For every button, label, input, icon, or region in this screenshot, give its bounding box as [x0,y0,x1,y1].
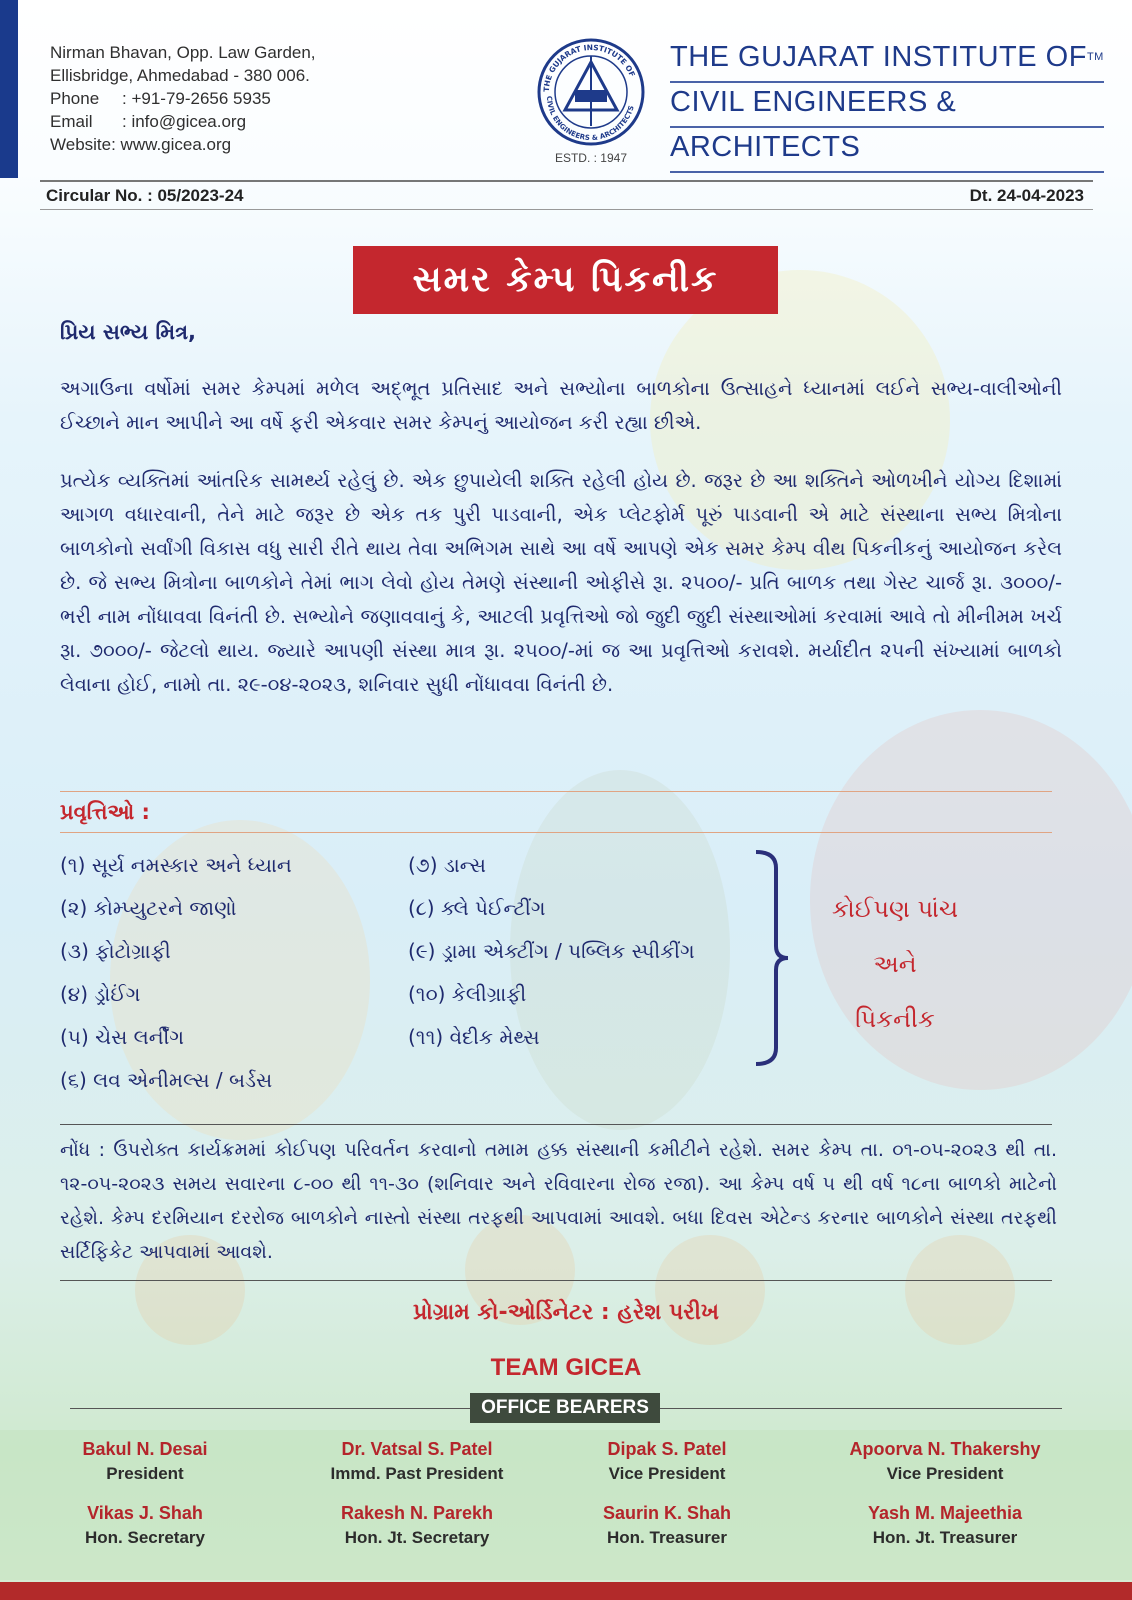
bearer-role: Vice President [608,1464,726,1483]
divider [60,1124,1052,1125]
trademark: TM [1086,51,1104,63]
note-paragraph: નોંધ : ઉપરોક્ત કાર્યક્રમમાં કોઈપણ પરિવર્તન કરવાનો તમામ હક્ક સંસ્થાની કમીટીને રહેશે. સમર કેમ્પ તા. ૦૧-૦૫-૨૦૨૩ થી તા. ૧૨-૦૫-૨૦૨૩ સમય સવારના ૮-૦૦ થી ૧૧-૩૦ (શનિવાર અને રવિવારના રોજ રજા). આ કેમ્પ વર્ષ ૫ થી વર્ષ ૧૮ના બાળકો માટેનો રહેશે. કેમ્પ દરમિયાન દરરોજ બાળકોને નાસ્તો સંસ્થા તરફથી આપવામાં આવશે. બધા દિવસ એટેન્ડ કરનાર બાળકોને સંસ્થા તરફથી સર્ટિફિકેટ આપવામાં આવશે. [60,1139,1057,1263]
activity-item: (૯) ડ્રામા એક્ટીંગ / પબ્લિક સ્પીકીંગ [408,939,695,963]
bearer-card [292,1500,542,1550]
institute-name-line-2: CIVIL ENGINEERS & [670,83,1104,128]
team-title: TEAM GICEA [490,1354,642,1381]
bearer-card [20,1500,270,1550]
bearer-name: Saurin K. Shah [602,1503,732,1523]
header-side-bar [0,0,18,178]
email-label: Email [50,112,93,131]
website-value: : www.gicea.org [111,135,232,154]
institute-name [670,38,1104,173]
bearer-role: President [106,1464,184,1483]
activity-item: (૬) લવ એનીમલ્સ / બર્ડસ [60,1068,273,1092]
circular-number: Circular No. : 05/2023-24 [46,186,244,205]
bearer-name: Bakul N. Desai [82,1439,208,1459]
bearer-name: Dr. Vatsal S. Patel [341,1439,493,1459]
bearer-role: Immd. Past President [330,1464,504,1483]
bearer-card [292,1436,542,1486]
bearer-card [20,1436,270,1486]
address-block [50,41,316,156]
activity-item: (૪) ડ્રોઈંગ [60,982,141,1006]
activity-item: (૩) ફોટોગ્રાફી [60,939,171,963]
bearer-name: Apoorva N. Thakershy [849,1439,1041,1459]
email-row [50,110,316,133]
divider [60,791,1052,792]
bearer-card [542,1500,792,1550]
divider [60,832,1052,833]
logo-estd: ESTD. : 1947 [554,151,628,165]
activity-item: (૧૧) વેદીક મેથ્સ [408,1025,540,1049]
activities-heading: પ્રવૃત્તિઓ : [60,800,150,824]
footer-bar [0,1582,1132,1600]
page-title: સમર કેમ્પ પિકનીક [353,246,778,314]
phone-label: Phone [50,89,100,108]
phone-value: : +91-79-2656 5935 [122,89,271,108]
activity-item: (૭) ડાન્સ [408,853,486,877]
activity-item: (૮) ક્લે પેઈન્ટીંગ [408,896,546,920]
phone-row [50,87,316,110]
circular-date: Dt. 24-04-2023 [969,186,1084,205]
institute-name-text-1: THE GUJARAT INSTITUTE OF [670,41,1087,73]
program-coordinator: પ્રોગ્રામ કો-ઓર્ડિનેટર : હરેશ પરીખ [413,1300,719,1325]
details-paragraph: પ્રત્યેક વ્યક્તિમાં આંતરિક સામર્થ્ય રહેલું છે. એક છુપાયેલી શક્તિ રહેલી હોય છે. જરૂર છે આ શક્તિને ઓળખીને યોગ્ય દિશામાં આગળ વધારવાની, તેને માટે જરૂર છે એક તક પુરી પાડવાની, એક પ્લેટફોર્મ પૂરું પાડવાની એ માટે સંસ્થાના સભ્ય મિત્રોના બાળકોનો સર્વાંગી વિકાસ વધુ સારી રીતે થાય તેવા અભિગમ સાથે આ વર્ષે આપણે એક સમર કેમ્પ વીથ પિકનીકનું આયોજન કરેલ છે. જે સભ્ય મિત્રોના બાળકોને તેમાં ભાગ લેવો હોય તેમણે સંસ્થાની ઓફીસે રૂા. ૨૫૦૦/- પ્રતિ બાળક તથા ગેસ્ટ ચાર્જ રૂા. ૩૦૦૦/- ભરી નામ નોંધાવવા વિનંતી છે. સભ્યોને જણાવવાનું કે, આટલી પ્રવૃત્તિઓ જો જુદી જુદી સંસ્થાઓમાં કરવામાં આવે તો મીનીમમ ખર્ચ રૂા. ૭૦૦૦/- જેટલો થાય. જ્યારે આપણી સંસ્થા માત્ર રૂા. ૨૫૦૦/-માં જ આ પ્રવૃત્તિઓ કરાવશે. મર્યાદીત ૨૫ની સંખ્યામાં બાળકો લેવાના હોઈ, નામો તા. ૨૯-૦૪-૨૦૨૩, શનિવાર સુધી નોંધાવવા વિનંતી છે. [60,469,1062,696]
bearer-role: Hon. Secretary [85,1528,205,1547]
divider [60,1280,1052,1281]
website-row [50,133,316,156]
bearer-name: Rakesh N. Parekh [340,1503,494,1523]
bearer-role: Hon. Jt. Secretary [344,1528,490,1547]
bearer-card [820,1500,1070,1550]
bearer-name: Vikas J. Shah [87,1503,203,1523]
institute-name-line-1 [670,38,1104,83]
right-brace-icon [752,848,792,1068]
pick-note-line-2: અને [873,950,917,978]
address-line-1: Nirman Bhavan, Opp. Law Garden, [50,43,316,62]
divider [40,180,1093,182]
activity-item: (૨) કોમ્પ્યુટરને જાણો [60,896,237,920]
address-line-2: Ellisbridge, Ahmedabad - 380 006. [50,66,310,85]
office-bearers-label: OFFICE BEARERS [470,1393,660,1423]
institute-name-line-3: ARCHITECTS [670,128,1104,173]
bearer-role: Hon. Jt. Treasurer [872,1528,1018,1547]
logo-text-bottom: CIVIL ENGINEERS & ARCHITECTS [544,95,636,143]
bearer-name: Yash M. Majeethia [867,1503,1023,1523]
email-value: : info@gicea.org [122,112,247,131]
activity-item: (૧૦) કેલીગ્રાફી [408,982,527,1006]
activity-item: (૫) ચેસ લર્નીંગ [60,1025,185,1049]
activity-item: (૧) સૂર્ય નમસ્કાર અને ધ્યાન [60,853,292,877]
logo-text-top: THE GUJARAT INSTITUTE OF [541,42,637,93]
intro-paragraph: અગાઉના વર્ષોમાં સમર કેમ્પમાં મળેલ અદ્ભૂત પ્રતિસાદ અને સભ્યોના બાળકોના ઉત્સાહને ધ્યાનમાં લઈને સભ્ય-વાલીઓની ઈચ્છાને માન આપીને આ વર્ષે ફરી એકવાર સમર કેમ્પનું આયોજન કરી રહ્યા છીએ. [60,377,1062,434]
salutation: પ્રિય સભ્ય મિત્ર, [60,320,196,344]
divider [40,209,1093,210]
pick-note-line-1: કોઈપણ પાંચ [831,895,959,923]
gicea-logo [535,36,647,168]
bearer-card [820,1436,1070,1486]
website-label: Website [50,135,112,154]
pick-note-line-3: પિકનીક [855,1005,935,1033]
bearer-name: Dipak S. Patel [607,1439,727,1459]
bearer-card [542,1436,792,1486]
bearer-role: Vice President [886,1464,1004,1483]
bearer-role: Hon. Treasurer [607,1528,727,1547]
